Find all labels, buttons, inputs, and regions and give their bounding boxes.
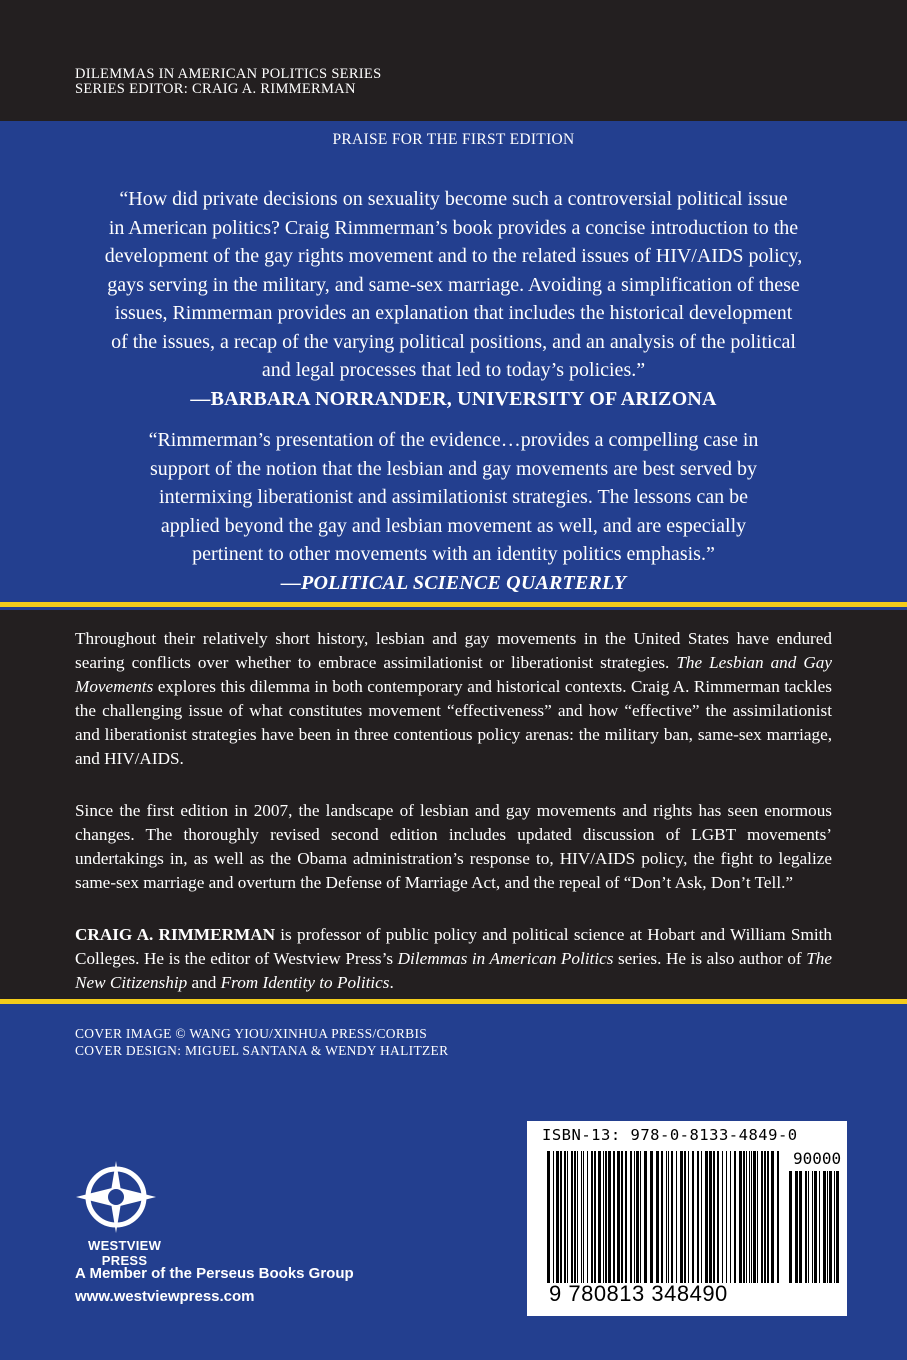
text-run: series. He is also author of bbox=[613, 949, 807, 968]
barcode-bar bbox=[587, 1151, 588, 1283]
author-name: CRAIG A. RIMMERMAN bbox=[75, 925, 276, 944]
praise-heading: PRAISE FOR THE FIRST EDITION bbox=[332, 131, 575, 148]
barcode-bar bbox=[617, 1151, 620, 1283]
barcode-bar bbox=[574, 1151, 576, 1283]
barcode-bar bbox=[771, 1151, 774, 1283]
barcode-bar bbox=[749, 1151, 750, 1283]
yellow-rule-bottom bbox=[0, 999, 907, 1004]
publisher-name-line: WESTVIEW bbox=[88, 1238, 162, 1253]
barcode-bar bbox=[636, 1151, 639, 1283]
barcode-bar bbox=[630, 1151, 632, 1283]
barcode-bar bbox=[730, 1151, 731, 1283]
text-run: explores this dilemma in both contemporary and historical contexts. Craig A. Rimmerman tackles the challenging issue of what constitutes movement “effectiveness” and how “effective” the assimilationist and liberationist strategies have been in three contentious policy arenas: the military ban, same-sex marriage, and HIV/AIDS. bbox=[75, 677, 832, 768]
barcode-bar bbox=[697, 1151, 699, 1283]
barcode-bar bbox=[634, 1151, 635, 1283]
barcode-bar bbox=[680, 1151, 683, 1283]
barcode-bar bbox=[726, 1151, 727, 1283]
quote-attribution: —BARBARA NORRANDER, UNIVERSITY OF ARIZONA bbox=[190, 387, 717, 410]
barcode-bar bbox=[668, 1151, 669, 1283]
quote-line: of the issues, a recap of the varying political positions, and an analysis of the political bbox=[111, 330, 796, 353]
quote-line: in American politics? Craig Rimmerman’s book provides a concise introduction to the bbox=[108, 216, 799, 239]
barcode-bar bbox=[656, 1151, 659, 1283]
barcode-bars bbox=[547, 1151, 779, 1283]
barcode-bar bbox=[713, 1151, 715, 1283]
quote-attribution: —POLITICAL SCIENCE QUARTERLY bbox=[280, 571, 627, 594]
barcode-bar bbox=[764, 1151, 766, 1283]
quote-line: and legal processes that led to today’s policies.” bbox=[261, 359, 646, 381]
isbn-barcode bbox=[527, 1121, 847, 1316]
barcode-bar bbox=[812, 1171, 813, 1283]
praise-quote-1 bbox=[60, 185, 847, 413]
barcode-bar bbox=[823, 1171, 826, 1283]
yellow-rule-top bbox=[0, 602, 907, 607]
cover-credits bbox=[75, 1025, 448, 1059]
text-run: Throughout their relatively short history, lesbian and gay movements in the United States have endured searing conflicts over whether to embrace assimilationist or liberationist strategies. bbox=[75, 629, 832, 672]
barcode-bar bbox=[795, 1171, 798, 1283]
barcode-bar bbox=[709, 1151, 712, 1283]
barcode-bar bbox=[644, 1151, 647, 1283]
barcode-bar bbox=[621, 1151, 623, 1283]
publisher-url: www.westviewpress.com bbox=[75, 1288, 255, 1305]
barcode-bar bbox=[594, 1151, 596, 1283]
barcode-bar bbox=[739, 1151, 742, 1283]
barcode-bar bbox=[567, 1151, 568, 1283]
text-run: is professor of public policy and political science at Hobart and William Smith Colleges. He is the editor of Westview Press’s bbox=[75, 925, 832, 968]
barcode-bar bbox=[650, 1151, 653, 1283]
cover-design-credit: COVER DESIGN: MIGUEL SANTANA & WENDY HALITZER bbox=[75, 1043, 449, 1058]
westview-compass-logo bbox=[70, 1157, 162, 1249]
barcode-bar bbox=[625, 1151, 627, 1283]
barcode-bar bbox=[777, 1151, 779, 1283]
description-paragraph-2: Since the first edition in 2007, the landscape of lesbian and gay movements and rights has seen enormous changes. The thoroughly revised second edition includes updated discussion of LGBT movements’ undertakings in, as well as the Obama administration’s response to, HIV/AIDS policy, the fight to legalize same-sex marriage and overturn the Defense of Marriage Act, and the repeal of “Don’t Ask, Don’t Tell.” bbox=[75, 801, 832, 892]
quote-line: gays serving in the military, and same-sex marriage. Avoiding a simplification of these bbox=[107, 273, 800, 296]
quote-line: pertinent to other movements with an identity politics emphasis.” bbox=[192, 543, 715, 565]
barcode-bar bbox=[819, 1171, 820, 1283]
barcode-bar bbox=[676, 1151, 677, 1283]
barcode-bar bbox=[640, 1151, 641, 1283]
isbn-number: ISBN-13: 978-0-8133-4849-0 bbox=[542, 1126, 798, 1144]
barcode-bar bbox=[789, 1171, 792, 1283]
barcode-bar bbox=[671, 1151, 673, 1283]
quote-line: issues, Rimmerman provides an explanation that includes the historical development bbox=[114, 302, 793, 324]
publisher-name bbox=[88, 1238, 161, 1268]
barcode-bar bbox=[581, 1151, 582, 1283]
barcode-bar bbox=[560, 1151, 562, 1283]
barcode-bar bbox=[836, 1171, 839, 1283]
barcode-bar bbox=[556, 1151, 559, 1283]
text-run: . bbox=[389, 973, 394, 992]
barcode-bar bbox=[583, 1151, 584, 1283]
barcode-digits: 9 780813 348490 bbox=[549, 1281, 728, 1306]
quote-line: development of the gay rights movement and to the related issues of HIV/AIDS policy, bbox=[104, 245, 803, 267]
barcode-bar bbox=[805, 1171, 807, 1283]
book-title: The Lesbian and Gay Movements bbox=[75, 653, 832, 696]
barcode-bar bbox=[808, 1171, 809, 1283]
barcode-bar bbox=[666, 1151, 667, 1283]
barcode-bar bbox=[591, 1151, 593, 1283]
barcode-bar bbox=[799, 1171, 802, 1283]
barcode-bar bbox=[688, 1151, 689, 1283]
quote-line: applied beyond the gay and lesbian movement as well, and are especially bbox=[160, 514, 747, 537]
barcode-bar bbox=[547, 1151, 550, 1283]
barcode-bar bbox=[753, 1151, 756, 1283]
barcode-bar bbox=[734, 1151, 736, 1283]
text-run: and bbox=[187, 973, 221, 992]
barcode-bar bbox=[834, 1171, 835, 1283]
barcode-bar bbox=[605, 1151, 607, 1283]
series-band bbox=[0, 0, 907, 121]
barcode-bar bbox=[827, 1171, 828, 1283]
price-addon-bars bbox=[789, 1171, 841, 1283]
barcode-bar bbox=[746, 1151, 747, 1283]
series-name: Dilemmas in American Politics bbox=[397, 949, 614, 968]
praise-quote-2 bbox=[60, 426, 847, 597]
barcode-bar bbox=[692, 1151, 694, 1283]
book-title: The New Citizenship bbox=[75, 949, 832, 992]
barcode-bar bbox=[608, 1151, 611, 1283]
description-paragraph-1 bbox=[75, 627, 832, 771]
barcode-bar bbox=[751, 1151, 752, 1283]
barcode-bar bbox=[564, 1151, 566, 1283]
barcode-bar bbox=[705, 1151, 708, 1283]
cover-image-credit: COVER IMAGE © WANG YIOU/XINHUA PRESS/CORBIS bbox=[75, 1026, 428, 1041]
barcode-bar bbox=[743, 1151, 745, 1283]
barcode-bar bbox=[553, 1151, 554, 1283]
barcode-bar bbox=[757, 1151, 758, 1283]
price-code: 90000 bbox=[793, 1149, 842, 1168]
barcode-bar bbox=[613, 1151, 615, 1283]
barcode-bar bbox=[661, 1151, 663, 1283]
quote-line: support of the notion that the lesbian and gay movements are best served by bbox=[149, 457, 758, 480]
barcode-bar bbox=[761, 1151, 763, 1283]
publisher-name-line: PRESS bbox=[101, 1253, 148, 1268]
barcode-bar bbox=[577, 1151, 578, 1283]
barcode-bar bbox=[701, 1151, 702, 1283]
publisher-member-line: A Member of the Perseus Books Group bbox=[75, 1265, 354, 1282]
series-editor: SERIES EDITOR: CRAIG A. RIMMERMAN bbox=[75, 81, 356, 97]
barcode-bar bbox=[598, 1151, 601, 1283]
quote-line: “How did private decisions on sexuality become such a controversial political issue bbox=[119, 188, 788, 210]
book-title: From Identity to Politics bbox=[220, 973, 390, 992]
series-title: DILEMMAS IN AMERICAN POLITICS SERIES bbox=[75, 66, 382, 82]
barcode-bar bbox=[571, 1151, 573, 1283]
barcode-bar bbox=[767, 1151, 769, 1283]
barcode-bar bbox=[829, 1171, 832, 1283]
barcode-bar bbox=[717, 1151, 719, 1283]
barcode-bar bbox=[722, 1151, 723, 1283]
quote-line: “Rimmerman’s presentation of the evidence…provides a compelling case in bbox=[148, 429, 759, 451]
barcode-bar bbox=[603, 1151, 604, 1283]
quote-line: intermixing liberationist and assimilationist strategies. The lessons can be bbox=[159, 486, 748, 508]
barcode-bar bbox=[684, 1151, 686, 1283]
barcode-bar bbox=[814, 1171, 817, 1283]
author-bio bbox=[75, 923, 832, 995]
